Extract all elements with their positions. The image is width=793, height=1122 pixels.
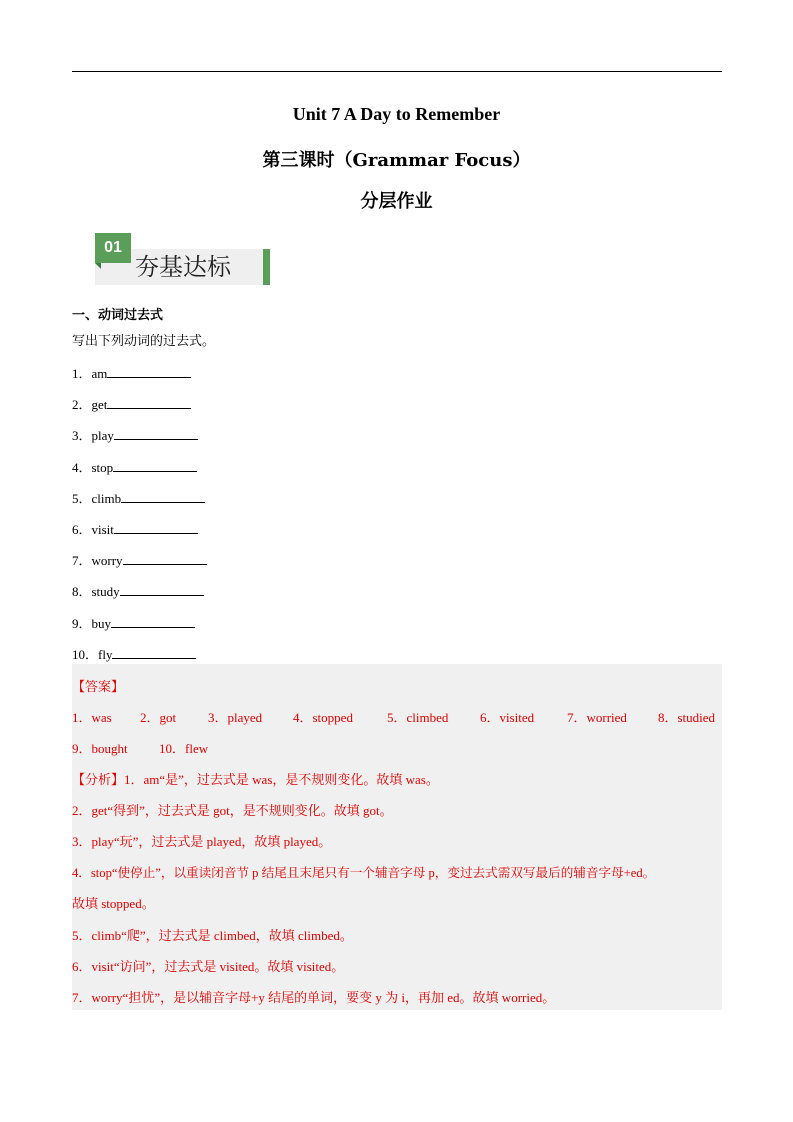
question-item	[72, 550, 207, 569]
answer-blank[interactable]	[123, 551, 207, 565]
answer-blank[interactable]	[121, 489, 205, 503]
question-item	[72, 581, 204, 600]
answer-blank[interactable]	[107, 364, 191, 378]
section-instruction: 写出下列动词的过去式。	[72, 334, 216, 349]
answer-item: 9．bought	[72, 741, 128, 756]
question-label: 6．visit	[72, 522, 114, 537]
question-label: 1．am	[72, 366, 108, 381]
question-item	[72, 457, 197, 476]
answer-item: 10．flew	[159, 741, 209, 756]
question-label: 4．stop	[72, 460, 114, 475]
question-item	[72, 613, 195, 632]
answer-item: 1．was	[72, 710, 112, 725]
analysis-line: 4．stop“使停止”，以重读闭音节 p 结尾且末尾只有一个辅音字母 p，变过去式需双写最后的辅音字母+ed。	[72, 866, 656, 880]
question-item	[72, 644, 196, 663]
question-label: 2．get	[72, 397, 108, 412]
analysis-line: 故填 stopped。	[72, 896, 155, 911]
answer-blank[interactable]	[107, 395, 191, 409]
question-item	[72, 394, 191, 413]
banner-label: 夯基达标	[135, 253, 231, 281]
answer-item: 3．played	[208, 710, 263, 725]
section-title: 一、动词过去式	[72, 308, 164, 323]
banner-curl-icon	[95, 263, 101, 269]
question-item	[72, 519, 198, 538]
answer-heading: 【答案】	[72, 679, 125, 694]
answer-item: 4．stopped	[293, 710, 353, 725]
banner-accent-bar	[263, 249, 270, 285]
question-item	[72, 488, 205, 507]
answer-blank[interactable]	[114, 520, 198, 534]
analysis-line: 2．get“得到”，过去式是 got，是不规则变化。故填 got。	[72, 803, 393, 818]
answer-blank[interactable]	[111, 614, 195, 628]
question-label: 5．climb	[72, 491, 122, 506]
homework-subtitle: 分层作业	[360, 191, 433, 212]
question-label: 3．play	[72, 428, 114, 443]
answer-blank[interactable]	[114, 426, 198, 440]
question-item	[72, 425, 198, 444]
answer-item: 5．climbed	[387, 710, 449, 725]
question-label: 7．worry	[72, 553, 123, 568]
analysis-line: 5．climb“爬”，过去式是 climbed，故填 climbed。	[72, 928, 353, 943]
answer-item: 2．got	[140, 710, 177, 725]
answer-blank[interactable]	[113, 458, 197, 472]
question-item	[72, 363, 191, 382]
analysis-line: 6．visit“访问”，过去式是 visited。故填 visited。	[72, 959, 345, 974]
section-banner	[87, 233, 271, 287]
analysis-line: 7．worry“担忧”，是以辅音字母+y 结尾的单词，要变 y 为 i，再加 ed。故填 worried。	[72, 990, 556, 1005]
banner-number: 01	[95, 233, 131, 263]
analysis-line: 3．play“玩”，过去式是 played，故填 played。	[72, 834, 332, 849]
question-label: 10．fly	[72, 647, 113, 662]
answer-blank[interactable]	[112, 645, 196, 659]
lesson-title: 第三课时（Grammar Focus）	[262, 150, 531, 171]
analysis-line: 【分析】1．am“是”，过去式是 was，是不规则变化。故填 was。	[72, 772, 439, 787]
answer-item: 8．studied	[658, 710, 716, 725]
question-label: 9．buy	[72, 616, 112, 631]
answer-item: 6．visited	[480, 710, 535, 725]
top-rule	[72, 71, 722, 72]
page-title: Unit 7 A Day to Remember	[292, 104, 501, 124]
answer-item: 7．worried	[567, 710, 627, 725]
question-label: 8．study	[72, 584, 120, 599]
answer-blank[interactable]	[120, 582, 204, 596]
